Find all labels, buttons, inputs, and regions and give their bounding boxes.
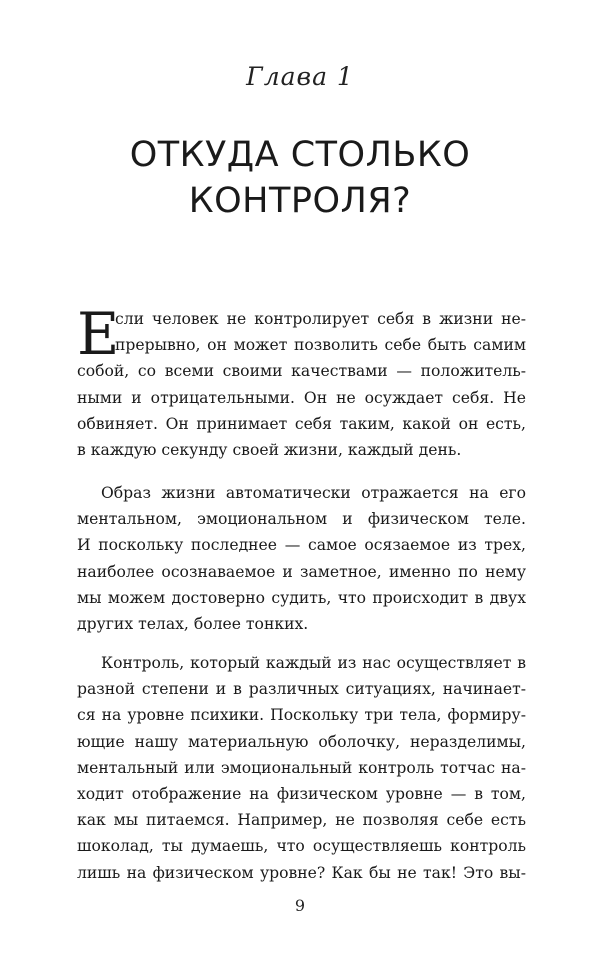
text-line: лишь на физическом уровне? Как бы не так! Это вы- (77, 863, 526, 882)
paragraph-1 (77, 300, 526, 463)
text-line: в каждую секунду своей жизни, каждый день. (77, 440, 462, 459)
text-line: И поскольку последнее — самое осязаемое из трех, (77, 536, 526, 555)
text-line: мы можем достоверно судить, что происходит в двух (77, 588, 526, 607)
text-line: ходит отображение на физическом уровне — в том, (77, 784, 526, 803)
paragraph-3 (77, 650, 526, 886)
chapter-title (60, 132, 540, 224)
text-line: сли человек не контролирует себя в жизни не- (115, 310, 526, 328)
text-line: собой, со всеми своими качествами — положитель- (77, 362, 526, 381)
text-line: наиболее осознаваемое и заметное, именно по нему (77, 562, 526, 581)
text-line: ментальном, эмоциональном и физическом теле. (77, 510, 526, 529)
text-line: Контроль, который каждый из нас осуществляет в (101, 654, 526, 672)
text-line: ся на уровне психики. Поскольку три тела, формиру- (77, 706, 526, 725)
text-line: ющие нашу материальную оболочку, неразделимы, (77, 732, 526, 751)
text-line: других телах, более тонких. (77, 614, 309, 633)
text-line: ными и отрицательными. Он не осуждает себя. Не (77, 388, 526, 407)
text-line: как мы питаемся. Например, не позволяя себе есть (77, 811, 526, 830)
text-line: разной степени и в различных ситуациях, начинает- (77, 680, 526, 699)
drop-cap: Е (77, 300, 120, 368)
text-line: обвиняет. Он принимает себя таким, какой он есть, (77, 414, 526, 433)
chapter-title-line: ОТКУДА СТОЛЬКО (129, 135, 471, 175)
text-line: прерывно, он может позволить себе быть самим (115, 336, 526, 355)
page-number: 9 (294, 896, 306, 915)
paragraph-2 (77, 480, 526, 637)
chapter-title-line: КОНТРОЛЯ? (188, 181, 412, 221)
text-line: шоколад, ты думаешь, что осуществляешь контроль (77, 837, 526, 856)
text-line: Образ жизни автоматически отражается на его (101, 484, 526, 502)
text-line: ментальный или эмоциональный контроль тотчас на- (77, 758, 526, 777)
chapter-label: Глава 1 (246, 62, 354, 91)
